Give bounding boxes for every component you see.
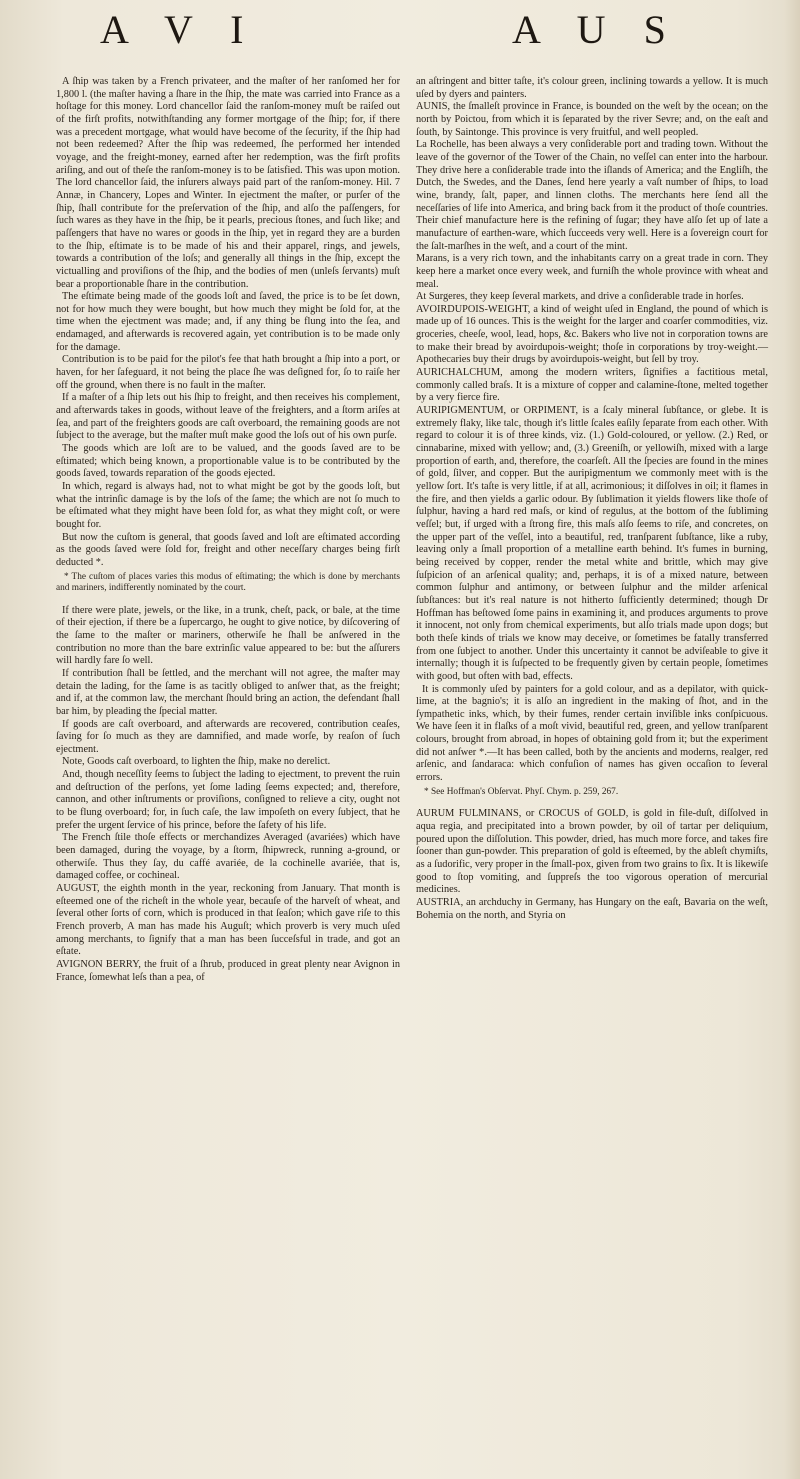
dictionary-entry: AURUM FULMINANS, or CROCUS of GOLD, is gold in file-duſt, diſſolved in aqua regia, and precipitated into a brown powder, by oil of tartar per deliquium, poured upon the diſſolution. This powder, dried, has much more force, and takes fire ſooner than gun-powder. This preparation of gold is eſteemed, by the ableſt chymiſts, as a ſudorific, very proper in the ſmall-pox, given from two grains to ſix. It is likewiſe good to ſtop vomiting, and ſuppreſs the too vigorous operation of mercurial medicines.: [416, 808, 769, 896]
dictionary-entry: AUNIS, the ſmalleſt province in France, is bounded on the weſt by the ocean; on the north by Poictou, from which it is ſeparated by the river Sevre; and, on the eaſt and ſouth, by Saintonge. This province is very fruitful, and well peopled.: [416, 101, 768, 138]
right-column: [416, 76, 768, 922]
paragraph: And, though neceſſity ſeems to ſubject the lading to ejectment, to prevent the ruin and deſtruction of the perſons, yet ſome lading ſeems expected; and, therefore, cannon, and other inſtruments or proviſions, conſigned to relieve a city, ought not to be flung overboard; for, in ſuch caſe, the law impoſeth on every ſubject, that he prefer the urgent ſervice of his prince, before the ſafety of his life.: [56, 769, 400, 831]
dictionary-entry: AURIPIGMENTUM, or ORPIMENT, is a ſcaly mineral ſubſtance, or glebe. It is extremely flaky, like talc, though it's little ſcales eaſily ſeparate from each other. With regard to colour it is of three kinds, viz. (1.) Gold-coloured, or yellow. (2.) Red, or cinnabarine, mixed with yellow; and, (3.) Greeniſh, or yellowiſh, mixed with a large proportion of earth, and, therefore, the coarſeſt. All the ſpecies are found in the mines of gold, ſilver, and copper. But the auripigmentum we commonly meet with is the yellow ſort. It's taſte is very little, if at all, acrimonious; it diſſolves in oil; it flames in the fire, and then yields a garlic odour. By ſublimation it yields flowers like thoſe of ſulphur, having a hard red maſs, or kind of regulus, at the bottom of the ſubliming veſſel; but, if urged with a ſtrong fire, this maſs alſo ſeems to riſe, and concretes, on the upper part of the veſſel, into a beautiful, red, tranſparent ſubſtance, like a ruby, leaving only a ſmall proportion of a metalline earth behind. It's fumes in burning, being received by copper, render the metal white and brittle, which may give ſuſpicion of an arſenical quality; and, perhaps, it is of a mixed nature, between common ſulphur and antimony, or between ſulphur and the milder arſenical ſubſtances: but it's real nature is not hitherto ſufficiently determined; though Dr Hoffman has beſtowed ſome pains in examining it, and produces arguments to prove it innocent, not only from chemical experiments, but alſo trials made upon dogs; but both theſe kinds of trials we know may deceive, or ſometimes be fatally transferred from one ſubject to another. Under this uncertainty it cannot be adviſeable to give it internally; though it is ſuſpected to be frequently given by certain people, ſometimes with good, but often with bad, effects.: [416, 405, 768, 682]
running-head-right: A U S: [512, 7, 680, 52]
dictionary-entry: AUGUST, the eighth month in the year, reckoning from January. That month is eſteemed one of the richeſt in the whole year, becauſe of the harveſt of wheat, and ſeveral other ſorts of corn, which is produced in that ſeaſon; which gave riſe to this French proverb, A man has made his Auguſt; which proverb is very much uſed among merchants, to ſignify that a man has been ſucceſsful in trade, and got an eſtate.: [56, 883, 400, 958]
paragraph: an aſtringent and bitter taſte, it's colour green, inclining towards a yellow. It is much uſed by dyers and painters.: [416, 76, 768, 100]
paragraph: But now the cuſtom is general, that goods ſaved and loſt are eſtimated according as the goods ſaved were ſold for, freight and other neceſſary charges being firſt deducted *.: [56, 531, 400, 568]
paragraph: At Surgeres, they keep ſeveral markets, and drive a conſiderable trade in horſes.: [416, 291, 744, 303]
paragraph: In which, regard is always had, not to what might be got by the goods loſt, but what the intrinſic damage is by the loſs of the ſame; the which are not ſo much to be eſtimated what they might have been ſold for, as what they might coſt, or were bought for.: [56, 481, 400, 530]
paragraph: La Rochelle, has been always a very conſiderable port and trading town. Without the leave of the governor of the Tower of the Chain, no veſſel can enter into the harbour. They drive here a conſiderable trade into the iſlands of America; and the Engliſh, the Dutch, the Swedes, and the Danes, ſend here yearly a vaſt number of ſhips, to load wine, brandy, ſalt, paper, and linnen cloths. The merchants here ſend all the neceſſaries of life into America, and bring back from it the product of thoſe countries. Their chief manufacture here is the refining of ſugar; they have alſo ſet up of late a manufacture of earthen-ware, which ſucceeds very well. Here is a ſovereign court for the ſalt-marſhes in the weſt, and a court of the mint.: [416, 139, 768, 252]
paragraph: If a maſter of a ſhip lets out his ſhip to freight, and then receives his complement, and afterwards takes in goods, without leave of the freighters, and a ſtorm ariſes at ſea, and part of the freighters goods are caſt overboard, the remaining goods are not ſubject to the average, but the maſter muſt make good the loſs out of his own purſe.: [56, 392, 400, 442]
left-column: [56, 76, 400, 984]
paragraph: Marans, is a very rich town, and the inhabitants carry on a great trade in corn. They keep here a market once every week, and furniſh the whole province with wheat and meal.: [416, 253, 768, 290]
paragraph: If there were plate, jewels, or the like, in a trunk, cheſt, pack, or bale, at the time of their ejection, if there be a ſupercargo, he ought to give notice, by diſcovering of the ſame to the maſter or mariners, otherwiſe he ſhall be anſwered in the contribution no more than the bare extrinſic value appeared to be: but the aſſurers will hardly fare ſo well.: [56, 604, 400, 667]
paragraph: Contribution is to be paid for the pilot's fee that hath brought a ſhip into a port, or haven, for her ſafeguard, it not being the place ſhe was deſigned for, ſo to raiſe her off the ground, when there is no fault in the maſter.: [56, 354, 400, 391]
paragraph: The eſtimate being made of the goods loſt and ſaved, the price is to be ſet down, not for how much they were bought, but how much they might be ſold for, at the time when the ejectment was made; and, if any thing be flung into the ſea, and endamaged, and afterwards is recovered again, yet contribution is to be made only for the damage.: [56, 291, 400, 353]
running-head-left: A V I: [100, 7, 258, 52]
paragraph: If contribution ſhall be ſettled, and the merchant will not agree, the maſter may detain the lading, for the ſame is as tacitly obliged to anſwer that, as the freight; and if, at the common law, the merchant ſhould bring an action, the defendant ſhall bar him, by pleading the ſpecial matter.: [56, 667, 400, 717]
footnote: * The cuſtom of places varies this modus of eſtimating; the which is done by merchants and mariners, indifferently nominated by the court.: [56, 571, 400, 594]
footnote: * See Hoffman's Obſervat. Phyſ. Chym. p. 259, 267.: [424, 786, 619, 797]
dictionary-entry: AUSTRIA, an archduchy in Germany, has Hungary on the eaſt, Bavaria on the weſt, Bohemia on the north, and Styria on: [416, 896, 768, 921]
paragraph: If goods are caſt overboard, and afterwards are recovered, contribution ceaſes, ſaving for ſo much as they are damnified, and made worſe, by reaſon of ſuch ejectment.: [56, 718, 400, 755]
dictionary-entry: AVOIRDUPOIS-WEIGHT, a kind of weight uſed in England, the pound of which is made up of 16 ounces. This is the weight for the larger and coarſer commodities, viz. groceries, cheeſe, wool, lead, hops, &c. Bakers who live not in corporation towns are to make their bread by avoirdupois-weight; thoſe in corporations by troy-weight.— Apothecaries buy their drugs by avoirdupois-weight, but ſell by troy.: [416, 303, 768, 366]
dictionary-entry: AURICHALCHUM, among the modern writers, ſignifies a factitious metal, commonly called braſs. It is a mixture of copper and calamine-ſtone, melted together by a very fierce fire.: [416, 367, 768, 404]
paragraph: Note, Goods caſt overboard, to lighten the ſhip, make no derelict.: [62, 756, 331, 768]
page-edge-shadow: [784, 0, 800, 1479]
paragraph: It is commonly uſed by painters for a gold colour, and as a depilator, with quick-lime, at the bagnio's; it is alſo an ingredient in the making of ſhot, and in the ſympathetic inks, which, by their fumes, render certain inviſible inks conſpicuous. We have ſeen it in flaſks of a moſt vivid, beautiful red, green, and yellow tranſparent colours, brought from abroad, in hopes of obtaining gold from it; but the experiment did not anſwer *.—It has been called, both by the ancients and moderns, realger, red arſenic, and ſandaraca: which confuſion of names has given occaſion to ſeveral errors.: [416, 683, 768, 784]
paragraph: A ſhip was taken by a French privateer, and the maſter of her ranſomed her for 1,800 l. (the maſter having a ſhare in the ſhip, the mate was carried into France as a hoſtage for this money. Lord chancellor ſaid the ranſom-money muſt be raiſed out of the firſt profits, notwithſtanding any former mortgage of the ſhip; for, if there was a precedent mortgage, what would have become of the ſecurity, if the ſhip had not been redeemed? After the ſhip was redeemed, ſhe performed her intended voyage, and the freight-money, earned after her redemption, was the firſt profits ariſing, and out of theſe the ranſom-money is to be ſatisfied. This was upon motion. The lord chancellor ſaid, the inſurers always paid part of the ranſom-money. Hil. 7 Annæ, in Chancery, Lopes and Winter. In ejectment the maſter, or purſer of the ſhip, ſhall contribute for the preſervation of the ſhip, and alſo the paſſengers, for ſuch wares as they have in the ſhip, be it pearls, precious ſtones, and ſuch like; and paſſengers that have no wares or goods in the ſhip, yet in regard they are a burden to the ſhip, eſtimate is to be made of his and their apparel, rings, and jewels, towards a contribution of the loſs; and generally all things in the ſhip, except the victualling and proviſions of the ſhip, and the bodies of men (unleſs ſervants) muſt bear a proportionable ſhare in the contribution.: [56, 76, 400, 290]
paragraph: The goods which are loſt are to be valued, and the goods ſaved are to be eſtimated; which being known, a proportionable value is to be contributed by the goods ſaved, towards reparation of the goods ejected.: [56, 443, 400, 480]
dictionary-entry: AVIGNON BERRY, the fruit of a ſhrub, produced in great plenty near Avignon in France, ſomewhat leſs than a pea, of: [56, 958, 400, 983]
paragraph: The French ſtile thoſe effects or merchandizes Averaged (avariées) which have been damaged, during the voyage, by a ſtorm, ſhipwreck, running a-ground, or otherwiſe. Thus they ſay, du caffé avariée, de la cochinelle avariée, that is, damaged coffee, or cochineal.: [56, 832, 400, 882]
